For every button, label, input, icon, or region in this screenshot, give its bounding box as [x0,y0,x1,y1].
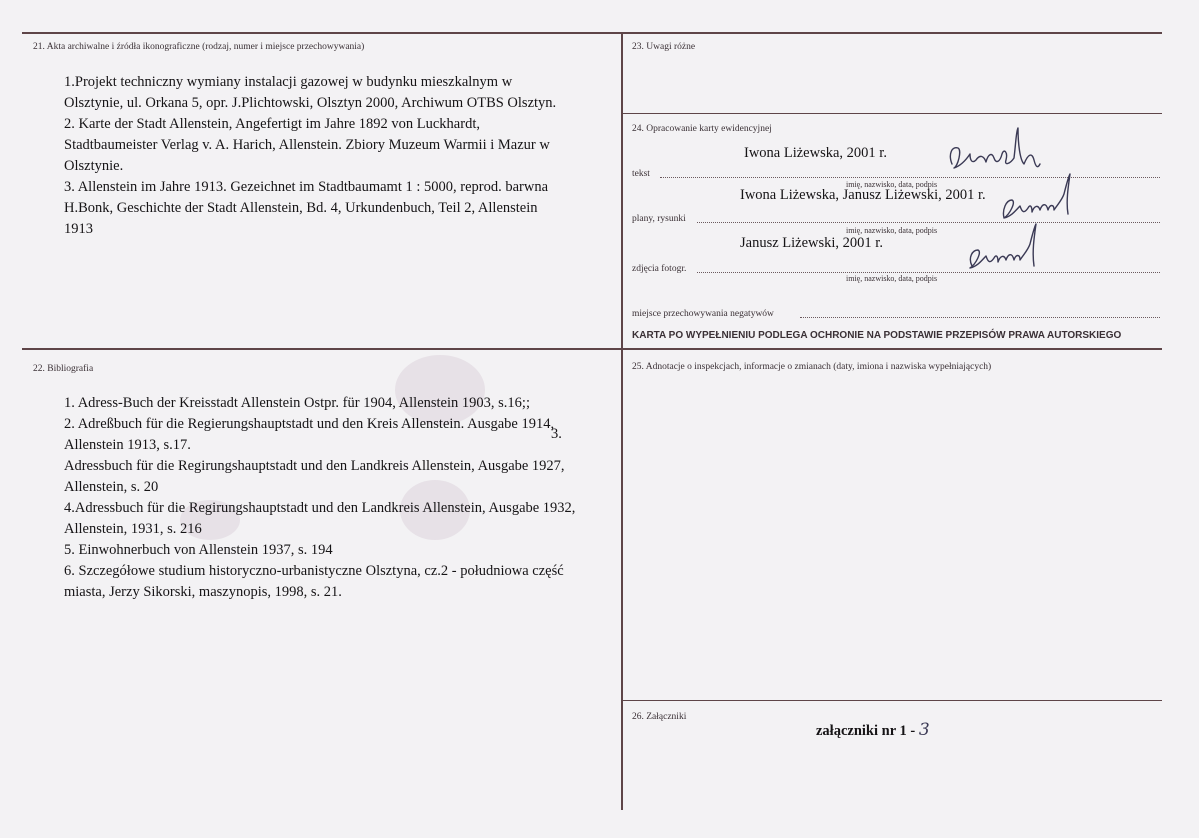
text-line: 1913 [64,221,93,237]
photos-row-dotted-line [697,272,1160,273]
text-line: H.Bonk, Geschichte der Stadt Allenstein, Bd. 4, Urkundenbuch, Teil 2, Allenstein [64,200,538,216]
attachments-handwritten: 3 [918,720,930,740]
section-26-title: 26. Załączniki [632,712,687,722]
text-line: Allenstein 1913, s.17. [64,437,191,453]
section-24-title: 24. Opracowanie karty ewidencyjnej [632,124,772,134]
text-line: Olsztynie, ul. Orkana 5, opr. J.Plichtowski, Olsztyn 2000, Archiwum OTBS Olsztyn. [64,95,557,111]
text-line: 1.Projekt techniczny wymiany instalacji gazowej w budynku mieszkalnym w [64,74,513,90]
text-line: Adressbuch für die Regirungshauptstadt und den Landkreis Allenstein, Ausgabe 1927, [64,458,565,474]
text-row-caption: imię, nazwisko, data, podpis [846,180,938,189]
middle-rule [22,348,1162,350]
text-line: 2. Karte der Stadt Allenstein, Angefertigt im Jahre 1892 von Luckhardt, [64,116,480,132]
drawings-row-label: plany, rysunki [632,214,686,224]
text-line: 2. Adreßbuch für die Regierungshauptstadt und den Kreis Allenstein. Ausgabe 1914, [64,416,555,432]
drawings-row-caption: imię, nazwisko, data, podpis [846,226,938,235]
text-line: 6. Szczegółowe studium historyczno-urbanistyczne Olsztyna, cz.2 - południowa część [64,563,564,579]
text-author-value: Iwona Liżewska, 2001 r. [744,145,887,161]
text-line: Allenstein, 1931, s. 216 [64,521,202,537]
drawings-row-dotted-line [697,222,1160,223]
photos-author-value: Janusz Liżewski, 2001 r. [740,235,883,251]
text-line: Stadtbaumeister Verlag v. A. Harich, Allenstein. Zbiory Muzeum Warmii i Mazur w [64,137,550,153]
attachments-value [816,720,930,740]
signature-photos [964,222,1054,282]
photos-row-label: zdjęcia fotogr. [632,264,687,274]
column-divider [621,32,623,810]
attachments-printed: załączniki nr 1 - [816,723,916,739]
section-21-title: 21. Akta archiwalne i źródła ikonograficzne (rodzaj, numer i miejsce przechowywania) [33,42,365,52]
text-line: miasta, Jerzy Sikorski, maszynopis, 1998, s. 21. [64,584,342,600]
text-line: Allenstein, s. 20 [64,479,159,495]
negatives-label: miejsce przechowywania negatywów [632,309,774,319]
section-21-content [64,72,556,240]
text-line: 3. Allenstein im Jahre 1913. Gezeichnet im Stadtbaumamt 1 : 5000, reprod. barwna [64,179,549,195]
rule-23-24 [621,113,1162,114]
text-line: 5. Einwohnerbuch von Allenstein 1937, s. 194 [64,542,333,558]
photos-row-caption: imię, nazwisko, data, podpis [846,274,938,283]
floating-number: 3. [551,426,562,442]
section-25-title: 25. Adnotacje o inspekcjach, informacje o zmianach (daty, imiona i nazwiska wypełniających) [632,362,992,372]
copyright-notice: KARTA PO WYPEŁNIENIU PODLEGA OCHRONIE NA PODSTAWIE PRZEPISÓW PRAWA AUTORSKIEGO [632,330,1122,341]
section-23-title: 23. Uwagi różne [632,42,696,52]
rule-25-26 [621,700,1162,701]
text-row-label: tekst [632,169,650,179]
drawings-author-value: Iwona Liżewska, Janusz Liżewski, 2001 r. [740,187,986,203]
section-22-title: 22. Bibliografia [33,364,94,374]
text-line: 1. Adress-Buch der Kreisstadt Allenstein Ostpr. für 1904, Allenstein 1903, s.16;; [64,395,530,411]
text-line: 4.Adressbuch für die Regirungshauptstadt und den Landkreis Allenstein, Ausgabe 1932, [64,500,576,516]
signature-drawings [998,170,1088,230]
negatives-dotted-line [800,317,1160,318]
section-22-content [64,393,575,603]
top-rule [22,32,1162,34]
text-line: Olsztynie. [64,158,124,174]
